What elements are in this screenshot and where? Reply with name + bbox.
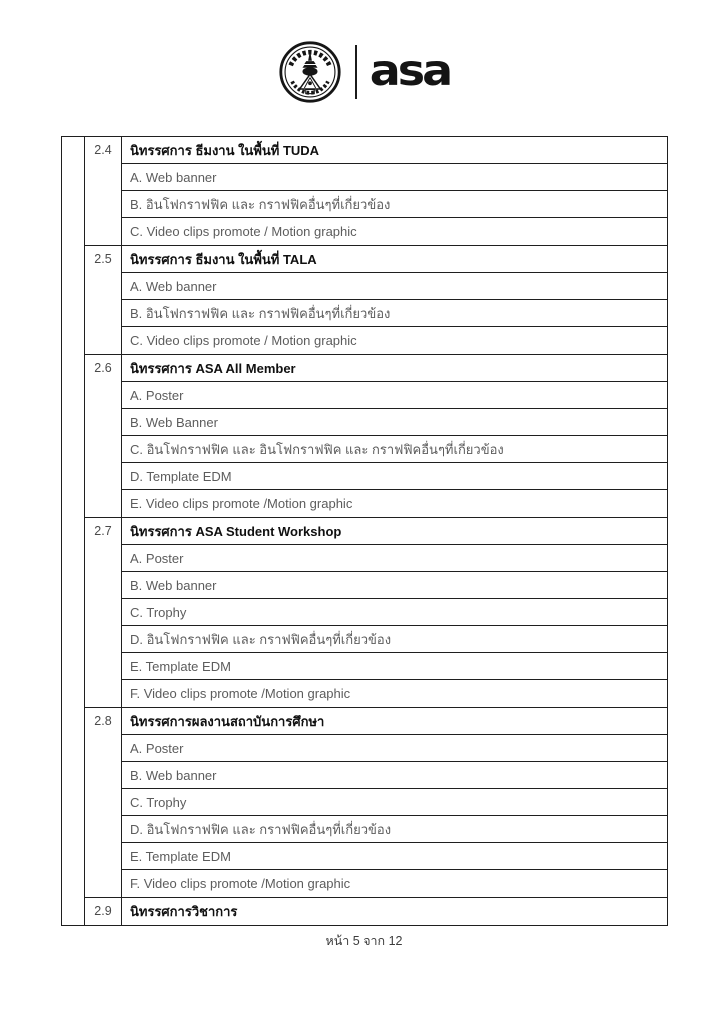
- section-item-row: E. Template EDM: [122, 653, 667, 680]
- section-title-row: นิทรรศการ ASA Student Workshop: [122, 518, 667, 545]
- section-item-row: A. Poster: [122, 735, 667, 762]
- section-rows: [122, 518, 667, 707]
- section-number: 2.9: [85, 898, 122, 925]
- section-item-row: A. Poster: [122, 545, 667, 572]
- section-item-row: C. Video clips promote / Motion graphic: [130, 224, 357, 239]
- logo-group: [278, 40, 450, 104]
- section-item-row: B. อินโฟกราฟฟิค และ กราฟฟิคอื่นๆที่เกี่ยวข้อง: [122, 191, 667, 218]
- section-item-row: C. Video clips promote / Motion graphic: [130, 333, 357, 348]
- section-rows: [122, 137, 667, 245]
- table-section-2.9: [85, 898, 667, 925]
- section-item-row: E. Video clips promote /Motion graphic: [130, 496, 353, 511]
- logo-divider: [355, 45, 357, 99]
- section-rows: [122, 708, 667, 897]
- section-title-row: นิทรรศการวิชาการ: [130, 904, 238, 919]
- section-item-row: B. Web Banner: [122, 409, 667, 436]
- section-item-row: A. Web banner: [122, 164, 667, 191]
- section-item-row: D. อินโฟกราฟฟิค และ กราฟฟิคอื่นๆที่เกี่ยวข้อง: [122, 626, 667, 653]
- section-number: 2.4: [85, 137, 122, 245]
- asa-emblem-logo: [278, 40, 342, 104]
- section-title-row: นิทรรศการ ASA All Member: [122, 355, 667, 382]
- page-footer: [0, 931, 728, 951]
- section-item-row: E. Template EDM: [122, 843, 667, 870]
- exhibition-items-table: [61, 136, 668, 926]
- section-item-row: A. Poster: [122, 382, 667, 409]
- section-rows: [122, 898, 667, 925]
- asa-wordmark-logo: asa: [369, 45, 451, 95]
- section-item-row: D. Template EDM: [122, 463, 667, 490]
- section-number: 2.8: [85, 708, 122, 897]
- page-number-text: หน้า 5 จาก 12: [325, 934, 403, 948]
- section-rows: [122, 355, 667, 517]
- table-section-2.5: [85, 246, 667, 355]
- document-header: [0, 38, 728, 106]
- section-rows: [122, 246, 667, 354]
- section-item-row: B. Web banner: [122, 762, 667, 789]
- section-item-row: B. อินโฟกราฟฟิค และ กราฟฟิคอื่นๆที่เกี่ยวข้อง: [122, 300, 667, 327]
- section-number: 2.6: [85, 355, 122, 517]
- section-number: 2.5: [85, 246, 122, 354]
- table-section-2.4: [85, 137, 667, 246]
- table-gutter-column: [62, 137, 85, 925]
- table-section-2.7: [85, 518, 667, 708]
- section-item-row: D. อินโฟกราฟฟิค และ กราฟฟิคอื่นๆที่เกี่ยวข้อง: [122, 816, 667, 843]
- section-title-row: นิทรรศการ ธีมงาน ในพื้นที่ TUDA: [122, 137, 667, 164]
- section-number: 2.7: [85, 518, 122, 707]
- section-title-row: นิทรรศการผลงานสถาบันการศึกษา: [122, 708, 667, 735]
- asa-emblem-icon: [278, 40, 342, 104]
- section-item-row: C. Trophy: [122, 789, 667, 816]
- table-sections: [85, 137, 667, 925]
- section-item-row: F. Video clips promote /Motion graphic: [130, 876, 351, 891]
- section-item-row: B. Web banner: [122, 572, 667, 599]
- table-section-2.6: [85, 355, 667, 518]
- section-item-row: A. Web banner: [122, 273, 667, 300]
- section-item-row: C. Trophy: [122, 599, 667, 626]
- table-section-2.8: [85, 708, 667, 898]
- section-title-row: นิทรรศการ ธีมงาน ในพื้นที่ TALA: [122, 246, 667, 273]
- section-item-row: F. Video clips promote /Motion graphic: [130, 686, 351, 701]
- section-item-row: C. อินโฟกราฟฟิค และ อินโฟกราฟฟิค และ กราฟฟิคอื่นๆที่เกี่ยวข้อง: [122, 436, 667, 463]
